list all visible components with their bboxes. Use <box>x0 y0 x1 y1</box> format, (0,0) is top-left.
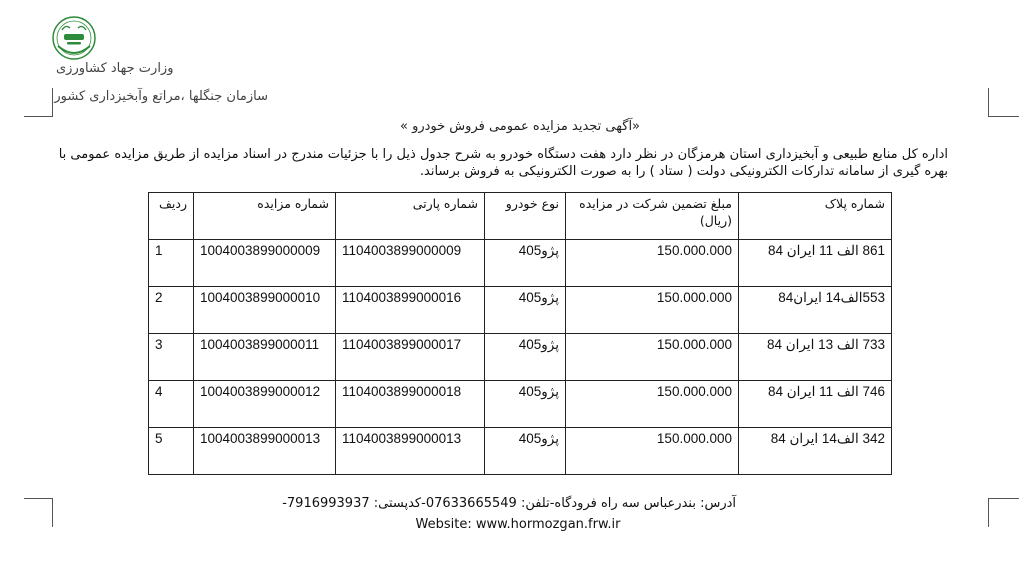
table-row <box>149 334 892 381</box>
cell-auction-number: 1004003899000010 <box>194 287 336 334</box>
cell-lot-number: 1104003899000017 <box>336 334 485 381</box>
table-header-row <box>149 193 892 240</box>
header-lot-number: شماره پارتی <box>336 193 485 240</box>
crop-mark-top-left <box>24 88 53 117</box>
header-car-type: نوع خودرو <box>485 193 566 240</box>
header-plate: شماره پلاک <box>739 193 892 240</box>
header-row: ردیف <box>149 193 194 240</box>
table-row <box>149 287 892 334</box>
crop-mark-bottom-right <box>988 498 1019 527</box>
cell-auction-number: 1004003899000013 <box>194 428 336 475</box>
crop-mark-bottom-left <box>24 498 53 527</box>
cell-car-type: پژو405 <box>485 334 566 381</box>
organization-name: سازمان جنگلها ،مراتع وآبخیزداری کشور <box>54 89 268 104</box>
cell-lot-number: 1104003899000009 <box>336 240 485 287</box>
header-deposit: مبلغ تضمین شرکت در مزایده (ریال) <box>566 193 739 240</box>
header-auction-number: شماره مزایده <box>194 193 336 240</box>
cell-deposit: 150.000.000 <box>566 240 739 287</box>
cell-plate: 746 الف 11 ایران 84 <box>739 381 892 428</box>
cell-deposit: 150.000.000 <box>566 334 739 381</box>
cell-row: 4 <box>149 381 194 428</box>
cell-car-type: پژو405 <box>485 287 566 334</box>
ministry-logo-icon <box>52 16 96 60</box>
table-row <box>149 428 892 475</box>
cell-lot-number: 1104003899000013 <box>336 428 485 475</box>
cell-deposit: 150.000.000 <box>566 381 739 428</box>
cell-lot-number: 1104003899000016 <box>336 287 485 334</box>
cell-row: 1 <box>149 240 194 287</box>
cell-plate: 342 الف14 ایران 84 <box>739 428 892 475</box>
cell-car-type: پژو405 <box>485 428 566 475</box>
cell-plate: 861 الف 11 ایران 84 <box>739 240 892 287</box>
notice-intro: اداره کل منابع طبیعی و آبخیزداری استان هرمزگان در نظر دارد هفت دستگاه خودرو به شرح جدول ذیل را با جزئیات مندرج در اسناد مزایده از طریق مزایده عمومی با بهره گیری از سامانه تدارکات الکترونیکی دولت ( ستاد ) را به صورت الکترونیکی به فروش برساند. <box>58 147 948 179</box>
notice-title: «آگهی تجدید مزایده عمومی فروش خودرو » <box>399 119 641 134</box>
cell-deposit: 150.000.000 <box>566 428 739 475</box>
cell-row: 3 <box>149 334 194 381</box>
auction-table <box>148 192 892 475</box>
cell-lot-number: 1104003899000018 <box>336 381 485 428</box>
cell-plate: 733 الف 13 ایران 84 <box>739 334 892 381</box>
cell-plate: 553الف14 ایران84 <box>739 287 892 334</box>
table-row <box>149 240 892 287</box>
cell-car-type: پژو405 <box>485 240 566 287</box>
footer-address: آدرس: بندرعباس سه راه فرودگاه-تلفن: 07633665549-کدپستی: 7916993937- <box>282 496 736 511</box>
cell-deposit: 150.000.000 <box>566 287 739 334</box>
cell-row: 2 <box>149 287 194 334</box>
cell-auction-number: 1004003899000009 <box>194 240 336 287</box>
cell-auction-number: 1004003899000012 <box>194 381 336 428</box>
table-row <box>149 381 892 428</box>
footer-website-link[interactable]: Website: www.hormozgan.frw.ir <box>415 517 621 532</box>
cell-row: 5 <box>149 428 194 475</box>
cell-auction-number: 1004003899000011 <box>194 334 336 381</box>
ministry-name: وزارت جهاد کشاورزی <box>56 61 174 76</box>
crop-mark-top-right <box>988 88 1019 117</box>
cell-car-type: پژو405 <box>485 381 566 428</box>
